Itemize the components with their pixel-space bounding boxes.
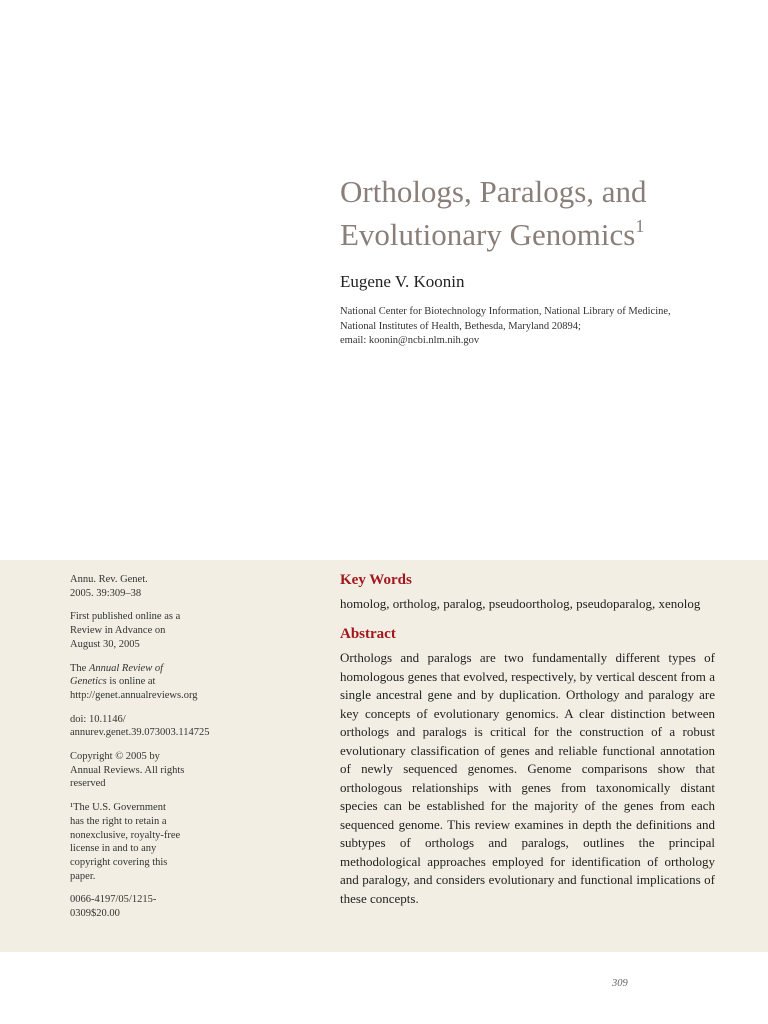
affiliation-line: National Institutes of Health, Bethesda, Maryland 20894; (340, 320, 581, 332)
affiliation-email[interactable]: email: koonin@ncbi.nlm.nih.gov (340, 335, 480, 346)
keywords-list: homolog, ortholog, paralog, pseudoortholog, pseudoparalog, xenolog (340, 596, 701, 611)
author-affiliation (340, 305, 720, 349)
author-name: Eugene V. Koonin (340, 272, 465, 291)
journal-url-link[interactable]: http://genet.annualreviews.org (70, 689, 198, 701)
abstract-section (340, 572, 715, 908)
title-footnote-marker: 1 (635, 216, 645, 236)
first-published-note: First published online as a Review in Advance on August 30, 2005 (70, 611, 181, 650)
copyright-note: Copyright © 2005 by Annual Reviews. All rights reserved (70, 751, 185, 790)
government-footnote: ¹The U.S. Government has the right to retain a nonexclusive, royalty-free license in and to any copyright covering this paper. (70, 802, 181, 882)
abstract-heading: Abstract (340, 626, 396, 642)
affiliation-line: National Center for Biotechnology Information, National Library of Medicine, (340, 306, 671, 317)
online-note: The Annual Review of Genetics is online at http://genet.annualreviews.org (70, 662, 205, 703)
doi[interactable]: doi: 10.1146/ annurev.genet.39.073003.114725 (70, 713, 210, 739)
citation: Annu. Rev. Genet. 2005. 39:309–38 (70, 574, 148, 599)
page-number: 309 (612, 978, 628, 989)
issn-price: 0066-4197/05/1215- 0309$20.00 (70, 894, 157, 920)
sidebar (70, 573, 210, 931)
article-title: Orthologs, Paralogs, and Evolutionary Genomics$^1$ (340, 174, 647, 252)
abstract-text: Orthologs and paralogs are two fundamentally different types of homologous genes that evolved, respectively, by vertical descent from a single ancestral gene and by duplication. Orthology and paralogy are key concepts of evolutionary genomics. A clear distinction between orthologs and paralogs is critical for the construction of a robust evolutionary classification of genes and reliable functional annotation of newly sequenced genomes. Genome comparisons show that orthologous relationships with genes from taxonomically distant species can be established for the majority of the genes from each sequenced genome. This review examines in depth the definitions and subtypes of orthologs and paralogs, outlines the principal methodological approaches employed for identification of orthology and paralogy, and considers evolutionary and functional implications of these concepts. (340, 650, 715, 906)
keywords-heading: Key Words (340, 572, 412, 588)
